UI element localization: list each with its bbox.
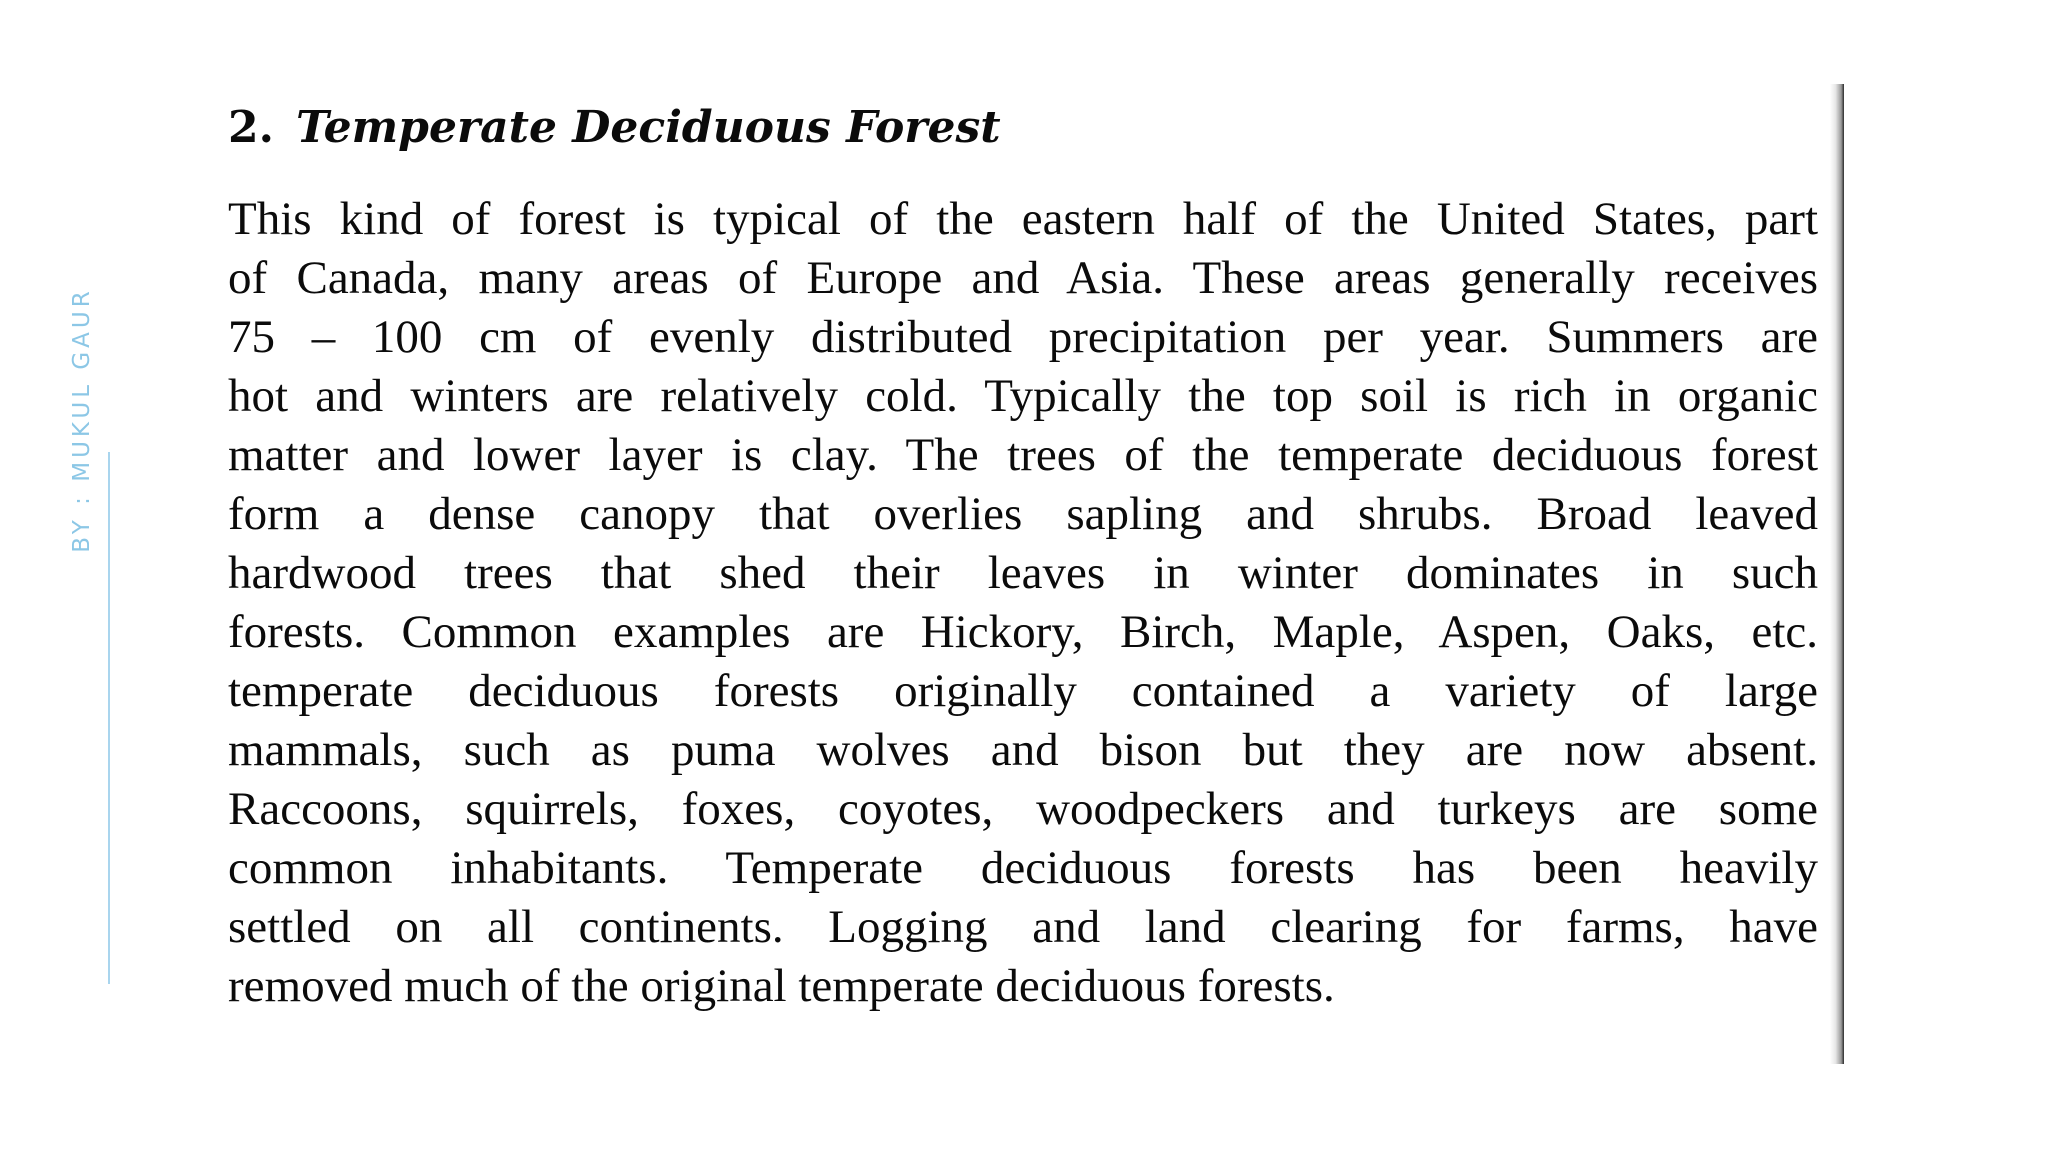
section-number: 2.	[228, 102, 274, 153]
text-line: This kind of forest is typical of the eastern half of the United States, part	[228, 193, 1818, 245]
text-line: of Canada, many areas of Europe and Asia. These areas generally receives	[228, 252, 1818, 304]
text-line: hardwood trees that shed their leaves in winter dominates in such	[228, 547, 1818, 599]
page-edge-shadow	[1830, 84, 1844, 1064]
text-line: form a dense canopy that overlies sapling and shrubs. Broad leaved	[228, 488, 1818, 540]
text-line: 75 – 100 cm of evenly distributed precipitation per year. Summers are	[228, 311, 1818, 363]
text-line: temperate deciduous forests originally contained a variety of large	[228, 665, 1818, 717]
text-line: mammals, such as puma wolves and bison but they are now absent.	[228, 724, 1818, 776]
side-divider	[108, 452, 110, 984]
section-heading	[228, 102, 1001, 153]
text-line: forests. Common examples are Hickory, Birch, Maple, Aspen, Oaks, etc.	[228, 606, 1818, 658]
text-line: Raccoons, squirrels, foxes, coyotes, woodpeckers and turkeys are some	[228, 783, 1818, 835]
text-line: common inhabitants. Temperate deciduous forests has been heavily	[228, 842, 1818, 894]
section-title: Temperate Deciduous Forest	[295, 102, 1001, 153]
author-credit: BY : MUKUL GAUR	[69, 287, 95, 553]
text-line: matter and lower layer is clay. The trees of the temperate deciduous forest	[228, 429, 1818, 481]
text-line: hot and winters are relatively cold. Typically the top soil is rich in organic	[228, 370, 1818, 422]
body-paragraph	[228, 190, 1818, 1016]
text-line: removed much of the original temperate deciduous forests.	[228, 960, 1335, 1012]
text-line: settled on all continents. Logging and land clearing for farms, have	[228, 901, 1818, 953]
scanned-page	[214, 84, 1844, 1064]
